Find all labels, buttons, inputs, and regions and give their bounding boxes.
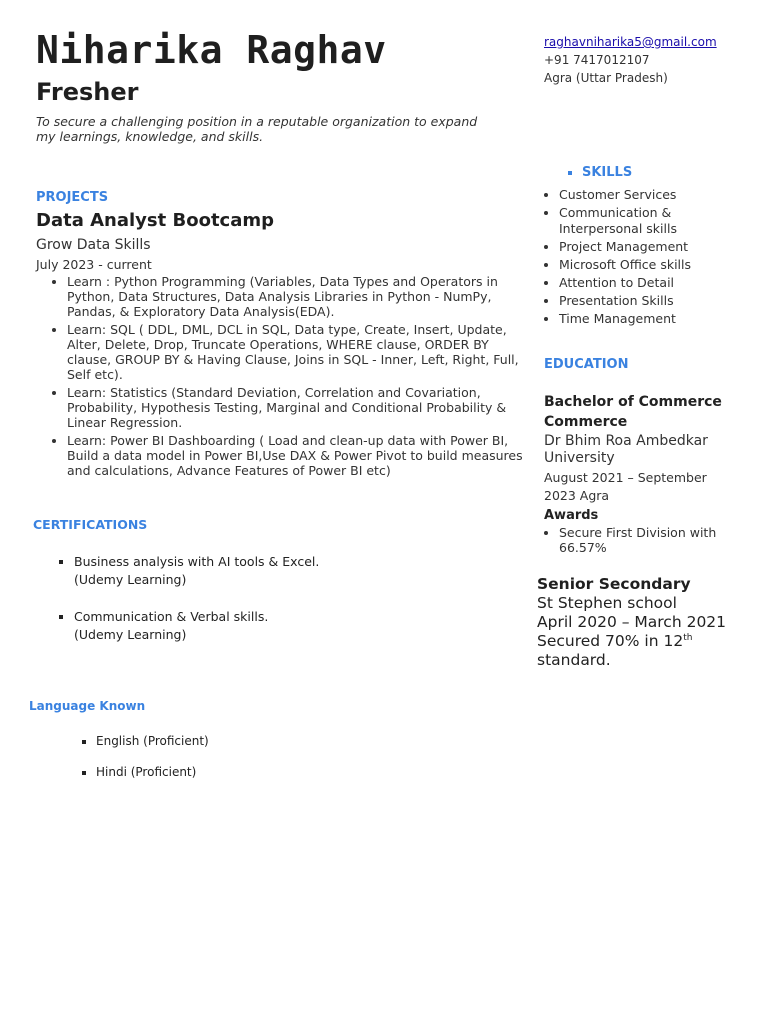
secondary-result [537, 632, 692, 650]
secondary-title: Senior Secondary [537, 575, 691, 593]
project-organization: Grow Data Skills [36, 237, 151, 253]
secondary-school: St Stephen school [537, 594, 677, 612]
list-item: • Time Management [559, 311, 749, 327]
email-link[interactable]: raghavniharika5@gmail.com [544, 35, 717, 49]
certification-issuer: (Udemy Learning) [74, 572, 187, 587]
project-title: Data Analyst Bootcamp [36, 210, 274, 231]
secondary-dates: April 2020 – March 2021 [537, 613, 727, 631]
certifications-heading: CERTIFICATIONS [33, 517, 148, 532]
result-text: Secured 70% in 12 [537, 632, 684, 650]
list-item: • Presentation Skills [559, 293, 749, 309]
education-heading: EDUCATION [544, 357, 629, 372]
list-item: • Customer Services [559, 187, 749, 203]
certification-name: ▪ Business analysis with AI tools & Excel. [74, 554, 320, 569]
languages-heading: Language Known [29, 699, 146, 713]
education-dates: August 2021 – September 2023 Agra [544, 470, 707, 503]
list-item: • Learn: Power BI Dashboarding ( Load and clean-up data with Power BI, Build a data model in Power BI,Use DAX & Power Pivot to build measures and calculations, Advance Features of Power BI etc) [67, 433, 529, 478]
list-item: • Attention to Detail [559, 275, 749, 291]
list-item [74, 608, 319, 644]
degree-title: Bachelor of Commerce Commerce [544, 394, 722, 430]
contact-block [544, 33, 717, 87]
certification-issuer: (Udemy Learning) [74, 627, 187, 642]
awards-heading: Awards [544, 508, 599, 523]
list-item: • Communication & Interpersonal skills [559, 205, 749, 237]
languages-list [74, 734, 209, 796]
certification-name: ▪ Communication & Verbal skills. [74, 609, 269, 624]
projects-heading: PROJECTS [36, 190, 109, 205]
result-superscript: th [683, 632, 693, 643]
candidate-role: Fresher [36, 78, 139, 106]
list-item: • Secure First Division with 66.57% [559, 525, 744, 555]
skills-heading: ▪ SKILLS [582, 165, 632, 180]
certifications-list [52, 553, 319, 663]
list-item: ▪ Hindi (Proficient) [96, 765, 209, 779]
phone-number: +91 7417012107 [544, 53, 650, 67]
university-name: Dr Bhim Roa Ambedkar University [544, 433, 708, 466]
secondary-result-suffix: standard. [537, 651, 611, 669]
list-item [74, 553, 319, 589]
project-date: July 2023 - current [36, 257, 152, 272]
location: Agra (Uttar Pradesh) [544, 71, 668, 85]
skills-list [545, 187, 749, 329]
list-item: • Learn: Statistics (Standard Deviation, Correlation and Covariation, Probability, Hypothesis Testing, Marginal and Conditional Probability & Linear Regression. [67, 385, 529, 430]
list-item: • Project Management [559, 239, 749, 255]
skills-heading-list [560, 165, 632, 180]
list-item: • Microsoft Office skills [559, 257, 749, 273]
candidate-name: Niharika Raghav [36, 28, 387, 72]
list-item: • Learn: SQL ( DDL, DML, DCL in SQL, Data type, Create, Insert, Update, Alter, Delete, Drop, Truncate Operations, WHERE clause, ORDER BY clause, GROUP BY & Having Clause, Joins in SQL - Inner, Left, Right, Full, Self etc). [67, 322, 529, 382]
list-item: ▪ English (Proficient) [96, 734, 209, 748]
objective-statement: To secure a challenging position in a reputable organization to expand my learnings, knowledge, and skills. [36, 114, 478, 144]
project-details-list [50, 274, 529, 481]
awards-list [545, 525, 744, 555]
list-item: • Learn : Python Programming (Variables, Data Types and Operators in Python, Data Structures, Data Analysis Libraries in Python - NumPy, Pandas, & Exploratory Data Analysis(EDA). [67, 274, 529, 319]
